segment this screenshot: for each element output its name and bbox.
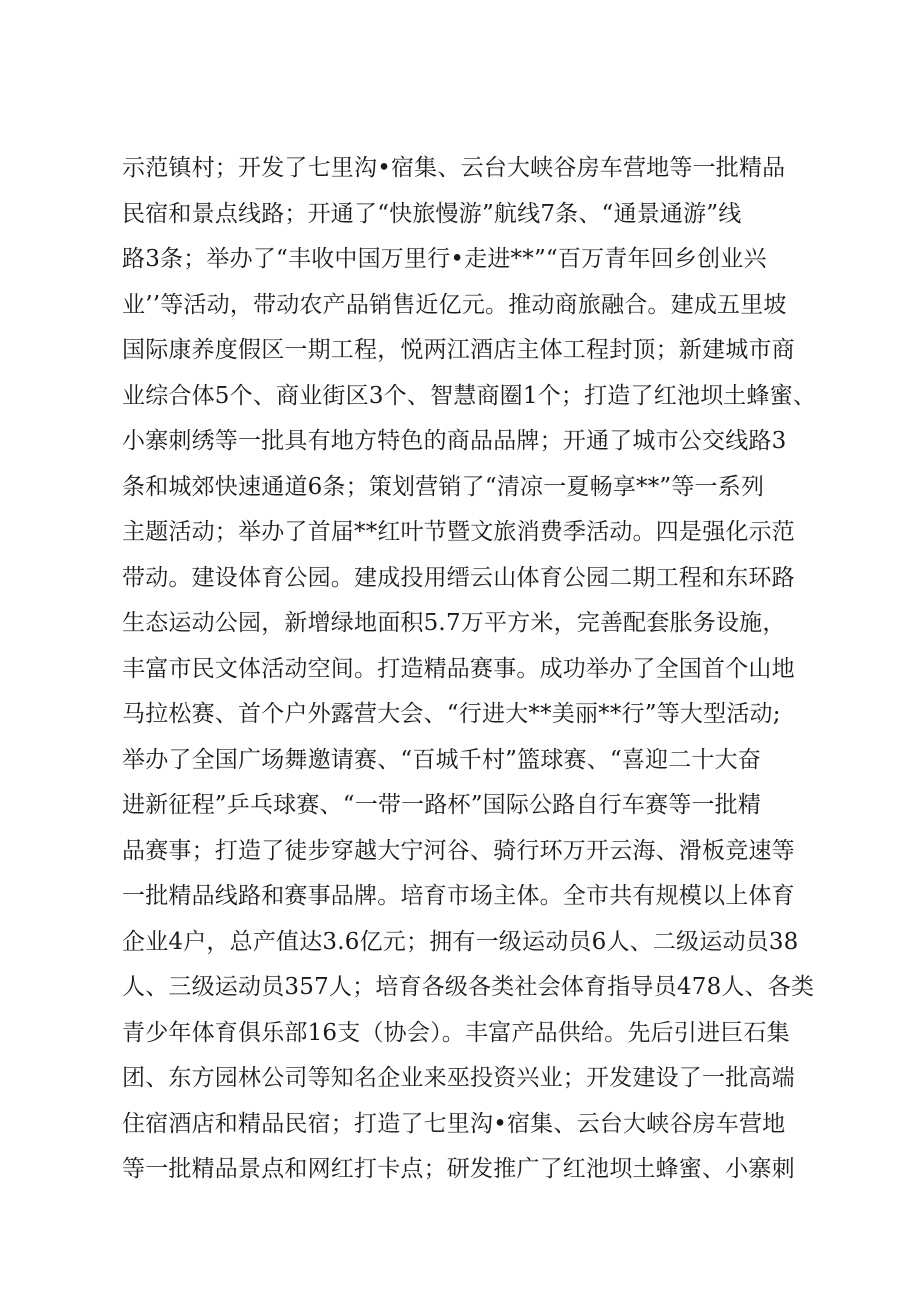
text-line: 带动。建设体育公园。建成投用缙云山体育公园二期工程和东环路 [122,564,795,591]
text-line: 生态运动公园，新增绿地面积5.7万平方米，完善配套胀务设施， [122,610,786,636]
text-line: 国际康养度假区一期工程，悦两江酒店主体工程封顶；新建城市商 [122,337,795,363]
body-paragraph [122,146,822,1193]
text-line: 路3条；举办了“丰收中国万里行•走进**”“百万青年回乡创业兴 [122,246,767,272]
text-line: 主题活动；举办了首届**红叶节暨文旅消费季活动。四是强化示范 [122,519,795,545]
text-line: 品赛事；打造了徒步穿越大宁河谷、骑行环万开云海、滑板竞速等 [122,837,795,864]
text-line: 业综合体5个、商业街区3个、智慧商圈1个；打造了红池坝土蜂蜜、 [122,382,817,409]
text-line: 等一批精品景点和网红打卡点；研发推广了红池坝土蜂蜜、小寨刺 [122,1156,795,1182]
text-line: 进新征程”乒乓球赛、“一带一路杯”国际公路自行车赛等一批精 [122,792,762,818]
text-line: 民宿和景点线路；开通了“快旅慢游”航线7条、“通景通游”线 [122,200,742,227]
text-line: 团、东方园林公司等知名企业来巫投资兴业；开发建设了一批高端 [122,1065,795,1091]
text-line: 示范镇村；开发了七里沟•宿集、云台大峡谷房车营地等一批精品 [122,155,786,181]
text-line: 企业4户，总产值达3.6亿元；拥有一级运动员6人、二级运动员38 [122,928,799,955]
text-line: 一批精品线路和赛事品牌。培育市场主体。全市共有规模以上体育 [122,883,795,909]
text-line: 青少年体育俱乐部16支（协会）。丰富产品供给。先后引进巨石集 [122,1019,790,1046]
text-line: 住宿酒店和精品民宿；打造了七里沟•宿集、云台大峡谷房车营地 [122,1110,786,1137]
text-line: 马拉松赛、首个户外露营大会、“行进大**美丽**行”等大型活动; [122,701,781,727]
text-line: 举办了全国广场舞邀请赛、“百城千村”篮球赛、“喜迎二十大奋 [122,746,762,773]
text-line: 条和城郊快速通道6条；策划营销了“清凉一夏畅享**”等一系列 [122,473,765,500]
text-line: 丰富市民文体活动空间。打造精品赛事。成功举办了全国首个山地 [122,655,795,682]
text-line: 小寨刺绣等一批具有地方特色的商品品牌；开通了城市公交线路3 [122,428,787,454]
text-line: 人、三级运动员357人；培育各级各类社会体育指导员478人、各类 [122,974,815,1000]
text-line: 业’’等活动，带动农产品销售近亿元。推动商旅融合。建成五里坡 [122,291,787,318]
